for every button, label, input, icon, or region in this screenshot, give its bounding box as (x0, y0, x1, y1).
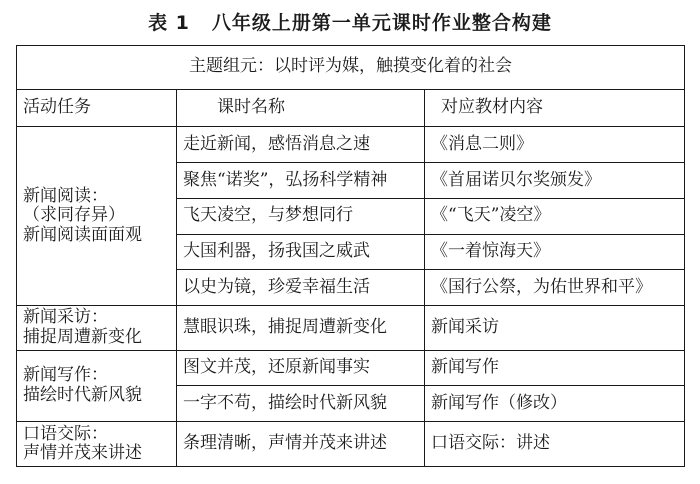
table-row (17, 350, 685, 386)
theme-cell: 主题组元：以时评为媒，触摸变化着的社会 (17, 46, 685, 90)
task-cell (17, 422, 177, 467)
table-row (17, 305, 685, 350)
theme-row (17, 46, 685, 90)
task-line: （求同存异） (23, 205, 125, 226)
header-content: 对应教材内容 (425, 89, 685, 127)
content-cell: 新闻采访 (425, 305, 685, 350)
content-cell: 《一着惊海天》 (425, 234, 685, 270)
table-body (17, 46, 685, 467)
task-line: 新闻阅读面面观 (23, 224, 142, 245)
task-line: 描绘时代新风貌 (23, 384, 142, 405)
task-line: 新闻阅读： (23, 185, 108, 206)
content-cell: 《国行公祭，为佑世界和平》 (425, 270, 685, 306)
task-cell (17, 350, 177, 421)
task-cell (17, 127, 177, 306)
header-lesson: 课时名称 (177, 89, 425, 127)
task-line: 声情并茂来讲述 (23, 443, 142, 464)
header-row (17, 89, 685, 127)
table-title: 八年级上册第一单元课时作业整合构建 (211, 12, 552, 34)
content-cell: 新闻写作（修改） (425, 386, 685, 422)
lesson-cell: 走近新闻，感悟消息之速 (177, 127, 425, 163)
content-cell: 新闻写作 (425, 350, 685, 386)
lesson-cell: 慧眼识珠，捕捉周遭新变化 (177, 305, 425, 350)
content-cell: 口语交际：讲述 (425, 422, 685, 467)
table-row (17, 422, 685, 467)
table-caption (0, 8, 700, 35)
table-number: 表 1 (148, 12, 190, 34)
task-line: 捕捉周遭新变化 (23, 326, 142, 347)
lesson-cell: 条理清晰，声情并茂来讲述 (177, 422, 425, 467)
task-line: 口语交际： (23, 423, 108, 444)
lesson-cell: 聚焦“诺奖”，弘扬科学精神 (177, 163, 425, 199)
lesson-cell: 图文并茂，还原新闻事实 (177, 350, 425, 386)
lesson-cell: 大国利器，扬我国之威武 (177, 234, 425, 270)
table-row (17, 127, 685, 163)
task-line: 新闻写作： (23, 365, 108, 386)
lesson-cell: 以史为镜，珍爱幸福生活 (177, 270, 425, 306)
content-cell: 《消息二则》 (425, 127, 685, 163)
course-table (16, 45, 685, 467)
lesson-cell: 一字不苟，描绘时代新风貌 (177, 386, 425, 422)
task-cell (17, 305, 177, 350)
content-cell: 《首届诺贝尔奖颁发》 (425, 163, 685, 199)
header-task: 活动任务 (17, 89, 177, 127)
lesson-cell: 飞天凌空，与梦想同行 (177, 198, 425, 234)
task-line: 新闻采访： (23, 307, 108, 328)
content-cell: 《“飞天”凌空》 (425, 198, 685, 234)
